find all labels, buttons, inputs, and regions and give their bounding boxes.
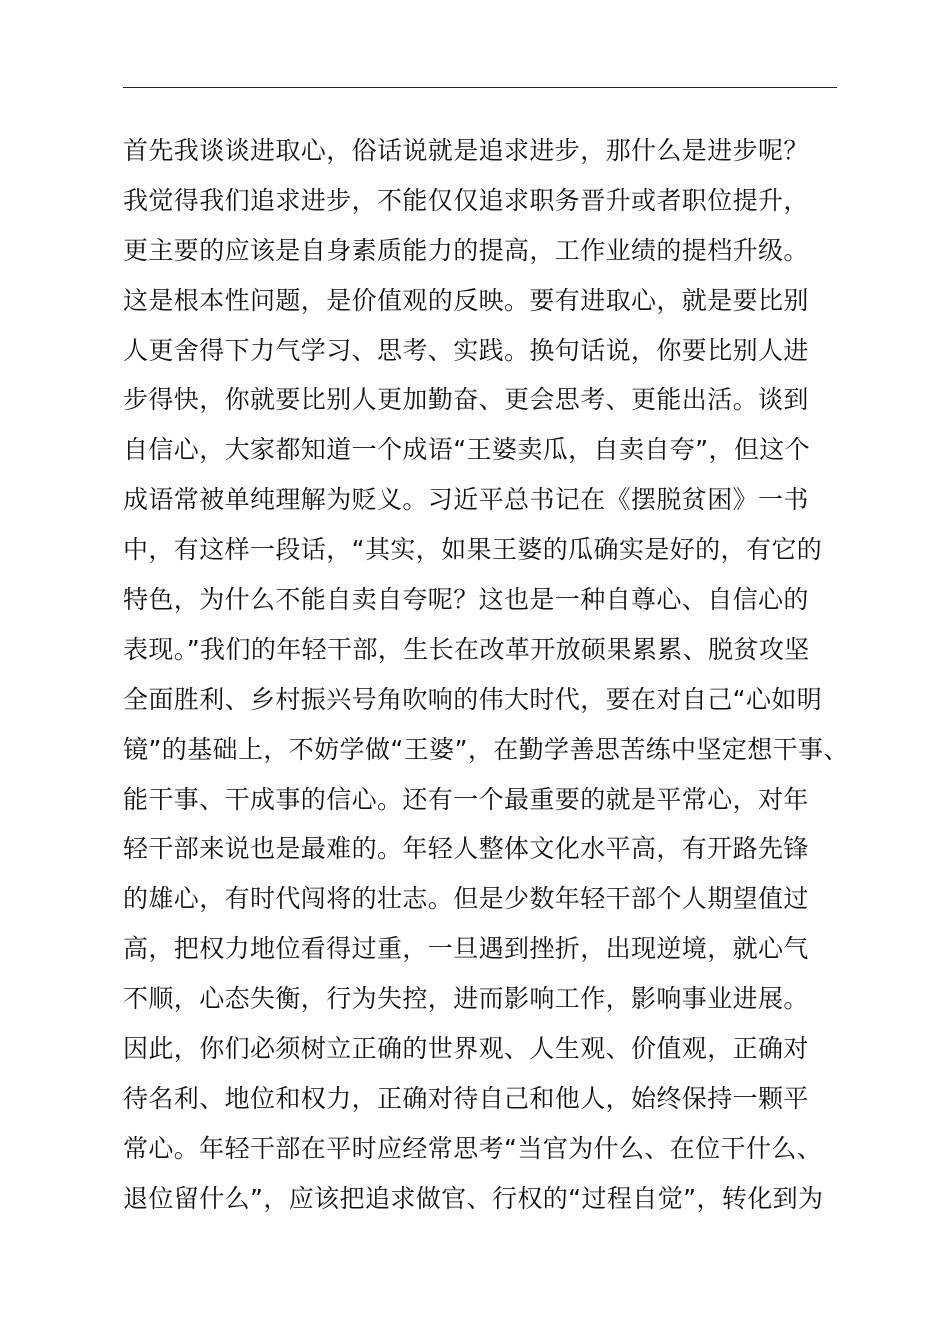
body-paragraph [123,126,849,1224]
text-line-14: 能干事、干成事的信心。还有一个最重要的就是平常心，对年 [123,784,809,814]
text-line-1: 首先我谈谈进取心，俗话说就是追求进步，那什么是进步呢？ [123,136,809,165]
text-line-5: 人更舍得下力气学习、思考、实践。换句话说，你要比别人进 [123,335,809,365]
text-line-19: 因此，你们必须树立正确的世界观、人生观、价值观，正确对 [123,1034,809,1064]
text-line-2: 我觉得我们追求进步，不能仅仅追求职务晋升或者职位提升， [123,185,809,215]
text-line-15: 轻干部来说也是最难的。年轻人整体文化水平高，有开路先锋 [123,834,809,864]
text-line-22: 退位留什么”，应该把追求做官、行权的“过程自觉”，转化到为 [123,1183,824,1213]
text-line-11: 表现。”我们的年轻干部，生长在改革开放硕果累累、脱贫攻坚 [123,634,810,664]
text-line-18: 不顺，心态失衡，行为失控，进而影响工作，影响事业进展。 [123,984,809,1014]
text-line-3: 更主要的应该是自身素质能力的提高，工作业绩的提档升级。 [123,235,809,265]
text-line-16: 的雄心，有时代闯将的壮志。但是少数年轻干部个人期望值过 [123,884,809,914]
text-line-20: 待名利、地位和权力，正确对待自己和他人，始终保持一颗平 [123,1083,809,1113]
text-line-12: 全面胜利、乡村振兴号角吹响的伟大时代，要在对自己“心如明 [123,684,823,714]
header-divider [123,87,837,88]
text-line-4: 这是根本性问题，是价值观的反映。要有进取心，就是要比别 [123,285,809,315]
text-line-21: 常心。年轻干部在平时应经常思考“当官为什么、在位干什么、 [123,1133,823,1163]
text-line-10: 特色，为什么不能自卖自夸呢？这也是一种自尊心、自信心的 [123,585,809,615]
text-line-13: 镜”的基础上，不妨学做“王婆”，在勤学善思苦练中坚定想干事、 [123,734,849,764]
text-line-17: 高，把权力地位看得过重，一旦遇到挫折，出现逆境，就心气 [123,934,809,964]
text-line-6: 步得快，你就要比别人更加勤奋、更会思考、更能出活。谈到 [123,385,809,415]
text-line-8: 成语常被单纯理解为贬义。习近平总书记在《摆脱贫困》一书 [123,485,809,515]
text-line-9: 中，有这样一段话，“其实，如果王婆的瓜确实是好的，有它的 [123,535,823,565]
text-line-7: 自信心，大家都知道一个成语“王婆卖瓜，自卖自夸”，但这个 [123,435,811,465]
